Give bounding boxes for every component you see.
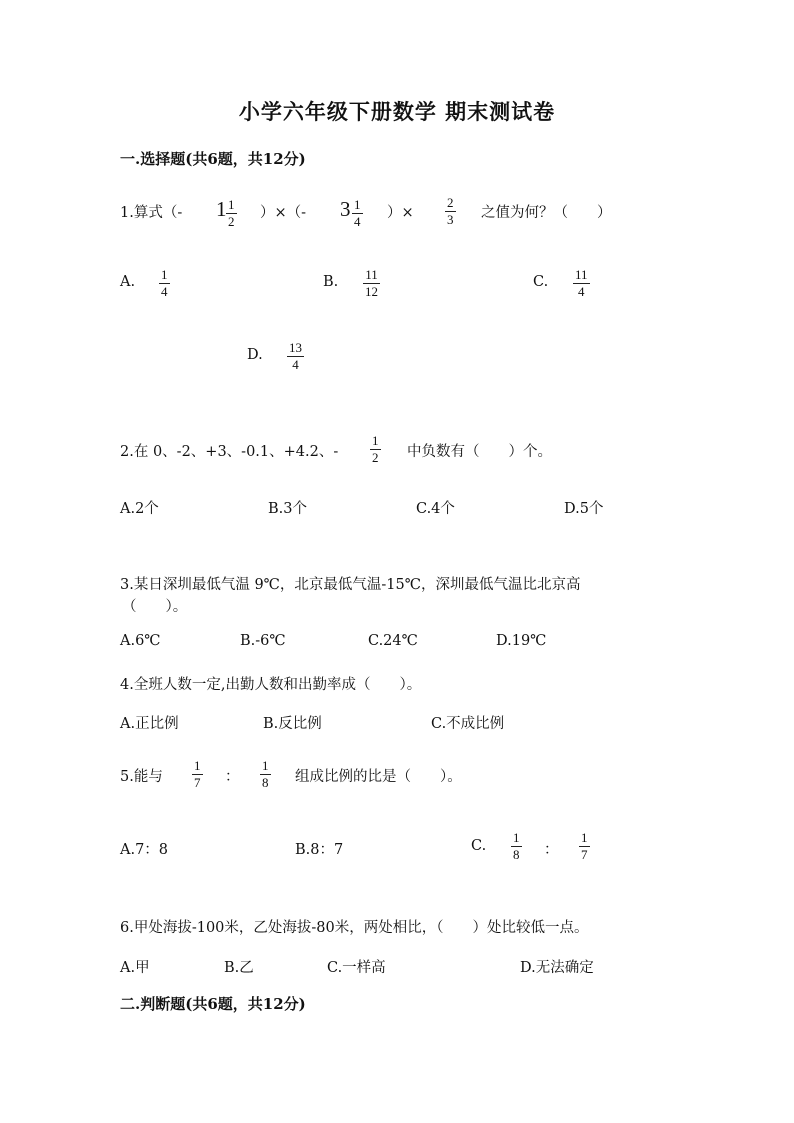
- q6-option-d: D.无法确定: [520, 960, 594, 976]
- q5-option-b: B.8：7: [295, 842, 344, 858]
- q3-option-b: B.-6℃: [240, 633, 286, 649]
- q2-fraction: [370, 434, 381, 465]
- fraction-numerator: 13: [289, 340, 302, 355]
- q1-mixed1-whole: 1: [216, 197, 227, 221]
- fraction-numerator: 1: [161, 267, 168, 282]
- q5-colon: ：: [225, 769, 240, 785]
- q3-option-d: D.19℃: [496, 633, 547, 649]
- q1-option-b-fraction: [363, 268, 380, 299]
- q1-mixed2-whole: 3: [340, 197, 351, 221]
- fraction-denominator: 2: [372, 450, 379, 465]
- q1-option-b: B.: [323, 274, 339, 290]
- q1-option-a-fraction: [159, 268, 170, 299]
- fraction-denominator: 7: [581, 847, 588, 862]
- q2-option-c: C.4个: [416, 501, 455, 517]
- q5-fraction-1: [192, 759, 203, 790]
- q6-text: 6.甲处海拔-100米，乙处海拔-80米，两处相比，（ ）处比较低一点。: [120, 920, 589, 936]
- q3-line-1: 3.某日深圳最低气温 9℃，北京最低气温-15℃，深圳最低气温比北京高: [120, 577, 581, 593]
- q2-option-a: A.2个: [120, 501, 159, 517]
- fraction-denominator: 12: [365, 284, 378, 299]
- fraction-numerator: 11: [365, 267, 378, 282]
- section-heading-choice: 一.选择题(共6题，共12分): [120, 150, 306, 168]
- q1-option-c-fraction: [573, 268, 590, 299]
- fraction-denominator: 8: [262, 775, 269, 790]
- q5-option-a: A.7：8: [120, 842, 169, 858]
- q2-prefix: 2.在 0、-2、+3、-0.1、+4.2、-: [120, 444, 339, 460]
- fraction-denominator: 4: [578, 284, 585, 299]
- q1-option-c: C.: [533, 274, 549, 290]
- q5-suffix: 组成比例的比是（ ）。: [295, 769, 462, 785]
- fraction-numerator: 1: [372, 433, 379, 448]
- page-title: 小学六年级下册数学 期末测试卷: [238, 99, 556, 124]
- fraction-numerator: 11: [575, 267, 588, 282]
- fraction-denominator: 4: [292, 357, 299, 372]
- fraction-numerator: 1: [354, 197, 361, 212]
- q4-option-b: B.反比例: [263, 716, 322, 732]
- q1-option-d: D.: [247, 347, 263, 363]
- q6-option-a: A.甲: [120, 960, 150, 976]
- q6-option-b: B.乙: [224, 960, 254, 976]
- q1-mixed2-fraction: [352, 198, 363, 229]
- fraction-denominator: 7: [194, 775, 201, 790]
- q1-option-d-fraction: [287, 341, 304, 372]
- q5-option-c-colon: ：: [544, 842, 559, 858]
- fraction-numerator: 1: [581, 830, 588, 845]
- fraction-denominator: 2: [228, 214, 235, 229]
- q5-prefix: 5.能与: [120, 769, 163, 785]
- q2-option-b: B.3个: [268, 501, 307, 517]
- q1-mid2: ）×: [387, 205, 414, 221]
- fraction-numerator: 1: [262, 758, 269, 773]
- q6-option-c: C.一样高: [327, 960, 386, 976]
- fraction-denominator: 3: [447, 212, 454, 227]
- q5-option-c-fraction-2: [579, 831, 590, 862]
- fraction-denominator: 4: [354, 214, 361, 229]
- q4-option-c: C.不成比例: [431, 716, 505, 732]
- q1-option-a: A.: [120, 274, 136, 290]
- fraction-denominator: 4: [161, 284, 168, 299]
- q3-line-2: （ ）。: [122, 599, 188, 615]
- q5-option-c-fraction-1: [511, 831, 522, 862]
- q2-suffix: 中负数有（ ）个。: [407, 444, 552, 460]
- q5-option-c: C.: [471, 838, 487, 854]
- q1-mid1: ）×（-: [260, 205, 307, 221]
- q4-option-a: A.正比例: [120, 716, 179, 732]
- q3-option-c: C.24℃: [368, 633, 418, 649]
- q2-option-d: D.5个: [564, 501, 604, 517]
- q1-mixed1-fraction: [226, 198, 237, 229]
- q1-prefix: 1.算式（-: [120, 205, 183, 221]
- q4-text: 4.全班人数一定,出勤人数和出勤率成（ ）。: [120, 677, 422, 693]
- fraction-denominator: 8: [513, 847, 520, 862]
- fraction-numerator: 1: [513, 830, 520, 845]
- q3-option-a: A.6℃: [120, 633, 161, 649]
- fraction-numerator: 1: [228, 197, 235, 212]
- fraction-numerator: 2: [447, 195, 454, 210]
- q1-fraction: [445, 196, 456, 227]
- section-heading-true-false: 二.判断题(共6题，共12分): [120, 995, 306, 1013]
- q5-fraction-2: [260, 759, 271, 790]
- q1-suffix: 之值为何？（ ）: [481, 205, 612, 221]
- fraction-numerator: 1: [194, 758, 201, 773]
